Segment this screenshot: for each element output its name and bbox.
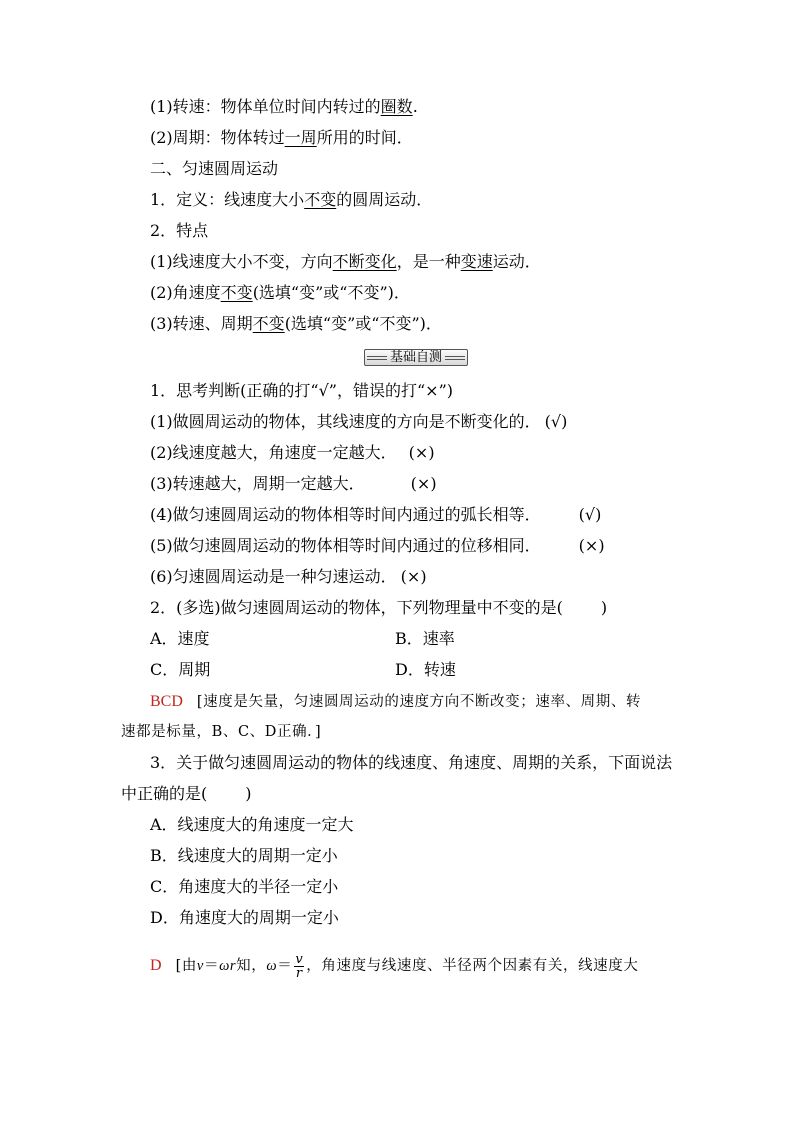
- answer-underline: 不变: [252, 314, 285, 333]
- answer-underline: 变速: [460, 252, 493, 271]
- judgement-mark: (×): [578, 536, 605, 555]
- q3-stem: 3．关于做匀速圆周运动的物体的线速度、角速度、周期的关系，下面说法: [150, 753, 673, 772]
- q2-answer: BCD: [150, 693, 183, 710]
- q2-option-b: B．速率: [395, 629, 455, 648]
- q2-explanation: [速度是矢量，匀速圆周运动的速度方向不断改变；速率、周期、转: [196, 694, 642, 710]
- q3-option-c: C．角速度大的半径一定小: [150, 877, 339, 896]
- q1-stem: 1．思考判断(正确的打“√”，错误的打“×”): [150, 381, 453, 400]
- q3-option-d: D．角速度大的周期一定小: [150, 908, 339, 927]
- rotation-speed-definition: (1)转速：物体单位时间内转过的圈数.: [150, 97, 418, 116]
- q3-stem-cont: 中正确的是( ): [121, 784, 252, 803]
- q1-item-2: (2)线速度越大，角速度一定越大． (×): [150, 443, 435, 462]
- judgement-mark: (×): [408, 443, 435, 462]
- judgement-mark: (×): [400, 567, 427, 586]
- q2-option-d: D．转速: [395, 660, 456, 679]
- q1-item-6: (6)匀速圆周运动是一种匀速运动． (×): [150, 567, 427, 586]
- answer-underline: 不变: [304, 190, 337, 209]
- feature-1: (1)线速度大小不变，方向不断变化，是一种变速运动．: [150, 252, 541, 271]
- fraction-v-over-r: $\frac{v}{r}$: [295, 951, 304, 981]
- uniform-motion-definition: 1．定义：线速度大小不变的圆周运动．: [150, 190, 433, 209]
- q2-stem: 2．(多选)做匀速圆周运动的物体，下列物理量中不变的是( ): [150, 598, 608, 617]
- judgement-mark: (√): [544, 412, 568, 431]
- answer-underline: 一周: [284, 128, 317, 147]
- period-definition: (2)周期：物体转过一周所用的时间．: [150, 128, 413, 147]
- self-test-banner: 基础自测: [364, 349, 468, 366]
- q2-option-a: A．速度: [150, 629, 210, 648]
- feature-2: (2)角速度不变(选填“变”或“不变”)．: [150, 283, 410, 302]
- q1-item-5: (5)做匀速圆周运动的物体相等时间内通过的位移相同． (×): [150, 536, 605, 555]
- q1-item-1: (1)做圆周运动的物体，其线速度的方向是不断变化的． (√): [150, 412, 568, 431]
- feature-3: (3)转速、周期不变(选填“变”或“不变”)．: [150, 314, 442, 333]
- section-heading: 二、匀速圆周运动: [150, 159, 279, 178]
- answer-underline: 不断变化: [332, 252, 397, 271]
- q3-answer-line: [150, 950, 638, 980]
- answer-underline: 圈数: [380, 97, 413, 116]
- judgement-mark: (√): [578, 505, 602, 524]
- q2-option-c: C．周期: [150, 660, 211, 679]
- q3-option-a: A．线速度大的角速度一定大: [150, 815, 354, 834]
- q2-explanation-cont: 速都是标量，B、C、D正确．]: [121, 724, 322, 740]
- judgement-mark: (×): [410, 474, 437, 493]
- q2-answer-line: [150, 690, 641, 712]
- q3-option-b: B．线速度大的周期一定小: [150, 846, 338, 865]
- q3-explanation: [由v＝ωr知，ω＝ $\frac{v}{r}$ ，角速度与线速度、半径两个因素有关，线速度大: [175, 951, 639, 981]
- answer-underline: 不变: [220, 283, 253, 302]
- features-heading: 2．特点: [150, 221, 209, 240]
- q3-answer: D: [150, 957, 162, 974]
- q1-item-4: (4)做匀速圆周运动的物体相等时间内通过的弧长相等． (√): [150, 505, 602, 524]
- q1-item-3: (3)转速越大，周期一定越大． (×): [150, 474, 437, 493]
